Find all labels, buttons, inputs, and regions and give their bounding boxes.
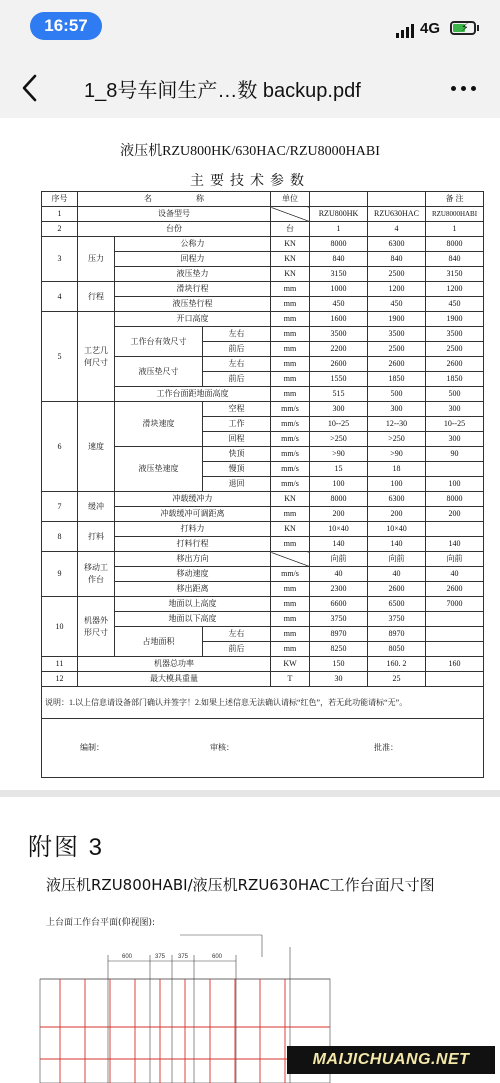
table-cell: mm/s [271,462,310,477]
table-cell: 前后 [203,372,271,387]
figure-title: 液压机RZU800HABI/液压机RZU630HAC工作台面尺寸图 [46,876,435,894]
table-cell: 机器总功率 [78,657,271,672]
more-options-icon[interactable] [450,78,478,98]
table-row [42,282,484,297]
table-cell: 6600 [310,597,368,612]
table-row [42,222,484,237]
table-cell: 100 [310,477,368,492]
table-cell: 2 [42,222,78,237]
table-cell: 6300 [368,492,426,507]
table-cell: 1 [426,222,484,237]
table-cell: 1850 [368,372,426,387]
spec-doc-subtitle: 主要技术参数 [190,174,310,189]
table-row [42,312,484,327]
table-cell: 11 [42,657,78,672]
table-cell [426,612,484,627]
table-cell: 2500 [368,342,426,357]
table-cell: 10×40 [368,522,426,537]
table-cell: 滑块行程 [115,282,271,297]
figure-label: 附图 3 [28,834,105,861]
table-cell: 机器外形尺寸 [78,597,115,657]
table-cell: 行程 [78,282,115,312]
table-cell: 300 [426,432,484,447]
table-cell: 7 [42,492,78,522]
table-cell: 200 [310,507,368,522]
table-cell: 移动工作台 [78,552,115,597]
table-cell: 1550 [310,372,368,387]
table-cell: 左右 [203,357,271,372]
table-cell: mm [271,507,310,522]
table-cell: 左右 [203,327,271,342]
table-cell: 冲载缓冲力 [115,492,271,507]
table-cell: 液压垫速度 [115,447,203,492]
table-cell: mm [271,582,310,597]
table-cell: 空程 [203,402,271,417]
table-cell: 90 [426,447,484,462]
table-cell: 前后 [203,342,271,357]
battery-icon: ⚡ [450,21,476,35]
table-cell: 1200 [426,282,484,297]
table-cell: 450 [426,297,484,312]
table-cell: mm/s [271,477,310,492]
table-cell: 工艺几何尺寸 [78,312,115,402]
table-cell: 840 [368,252,426,267]
table-cell: mm [271,612,310,627]
table-cell: 300 [426,402,484,417]
table-cell: mm [271,312,310,327]
table-cell: 8050 [368,642,426,657]
table-row [42,237,484,252]
header-cell: 名 称 [78,192,271,207]
table-cell: mm/s [271,432,310,447]
table-cell: 500 [426,387,484,402]
table-cell: 160 [426,657,484,672]
table-cell: 2600 [368,582,426,597]
table-cell: 40 [426,567,484,582]
table-cell: KN [271,252,310,267]
table-cell: 6500 [368,597,426,612]
table-cell [426,642,484,657]
table-cell: KN [271,267,310,282]
table-cell: 工作台有效尺寸 [115,327,203,357]
table-cell: 快顶 [203,447,271,462]
header-cell [310,192,368,207]
table-cell: mm/s [271,447,310,462]
table-cell: 515 [310,387,368,402]
table-cell [426,672,484,687]
table-cell: 8 [42,522,78,552]
table-cell: 2600 [310,357,368,372]
table-row [42,207,484,222]
table-cell: 8250 [310,642,368,657]
table-cell: 1000 [310,282,368,297]
table-cell: 8000 [310,492,368,507]
table-cell: 160. 2 [368,657,426,672]
signal-icon [396,24,416,38]
pdf-page-2[interactable] [0,797,500,1083]
table-cell: 液压垫力 [115,267,271,282]
table-cell: 10--25 [310,417,368,432]
table-cell: 回程力 [115,252,271,267]
header-cell: 序号 [42,192,78,207]
table-cell: 滑块速度 [115,402,203,447]
table-cell: 前后 [203,642,271,657]
table-cell: >90 [310,447,368,462]
table-cell: mm/s [271,402,310,417]
battery-tip [477,25,479,31]
table-row [42,657,484,672]
table-cell: 5 [42,312,78,402]
table-cell: mm [271,297,310,312]
table-cell: 3 [42,237,78,282]
table-cell: 840 [310,252,368,267]
table-cell: 1 [42,207,78,222]
table-cell: 6 [42,402,78,492]
table-row [42,522,484,537]
table-cell: RZU630HAC [368,207,426,222]
sign-approve: 批准： [374,743,398,752]
table-cell: 1 [310,222,368,237]
table-row [42,402,484,417]
table-cell: RZU8000HABI [426,207,484,222]
table-cell: 7000 [426,597,484,612]
nav-bar [0,58,500,119]
table-cell: 200 [368,507,426,522]
table-cell: KN [271,492,310,507]
table-cell: 8000 [426,492,484,507]
table-cell: 台 [271,222,310,237]
table-cell: >250 [310,432,368,447]
table-cell: RZU800HK [310,207,368,222]
document-title: 1_8号车间生产…数 backup.pdf [84,80,361,102]
table-cell: KW [271,657,310,672]
table-cell: 100 [368,477,426,492]
table-cell: 速度 [78,402,115,492]
table-cell: 地面以下高度 [115,612,271,627]
table-cell: 1600 [310,312,368,327]
table-cell: 100 [426,477,484,492]
table-cell [426,627,484,642]
table-cell: 40 [368,567,426,582]
table-cell [426,522,484,537]
table-cell: mm [271,372,310,387]
table-cell: 300 [368,402,426,417]
table-cell: 140 [426,537,484,552]
table-cell: 最大模具重量 [78,672,271,687]
table-cell: 10--25 [426,417,484,432]
table-cell: 500 [368,387,426,402]
table-cell: 移出方向 [115,552,271,567]
table-cell: 2500 [426,342,484,357]
table-cell: 3500 [426,327,484,342]
sign-review: 审核： [210,743,234,752]
table-cell: 向前 [368,552,426,567]
table-cell: 3750 [310,612,368,627]
table-cell: 向前 [310,552,368,567]
spec-note: 说明：1.以上信息请设备部门确认并签字！2.如果上述信息无法确认请标“红色”，若无此功能请标“无”。 [42,687,484,719]
table-cell: 打料 [78,522,115,552]
table-cell: 向前 [426,552,484,567]
dim-label-3: 375 [178,954,189,960]
table-cell: 回程 [203,432,271,447]
table-row [42,597,484,612]
table-cell [271,207,310,222]
table-cell: 公称力 [115,237,271,252]
table-cell: 150 [310,657,368,672]
back-arrow-icon[interactable] [16,70,46,106]
table-cell: mm/s [271,567,310,582]
table-cell: >90 [368,447,426,462]
header-cell: 单位 [271,192,310,207]
table-cell: 移动速度 [115,567,271,582]
table-cell: 12--30 [368,417,426,432]
table-cell: 1200 [368,282,426,297]
table-cell: mm [271,387,310,402]
table-cell: 450 [368,297,426,312]
table-cell: 1850 [426,372,484,387]
table-cell [271,552,310,567]
table-cell: 12 [42,672,78,687]
table-cell: 300 [310,402,368,417]
watermark-logo: MAIJICHUANG.NET [287,1046,495,1074]
table-cell: 缓冲 [78,492,115,522]
table-cell: 地面以上高度 [115,597,271,612]
spec-table [41,191,484,778]
table-cell: >250 [368,432,426,447]
table-cell: 25 [368,672,426,687]
table-cell: 10×40 [310,522,368,537]
table-cell: 2600 [426,582,484,597]
table-cell: mm [271,357,310,372]
table-cell: mm [271,627,310,642]
header-cell [368,192,426,207]
table-cell: 1900 [368,312,426,327]
table-cell: 占地面积 [115,627,203,657]
table-cell: 3500 [310,327,368,342]
table-cell: 18 [368,462,426,477]
table-cell: mm [271,537,310,552]
table-cell: mm [271,282,310,297]
table-cell: 3150 [310,267,368,282]
table-cell: KN [271,522,310,537]
table-cell: 2600 [426,357,484,372]
table-cell: 8000 [426,237,484,252]
table-cell: mm [271,597,310,612]
table-cell: 工作 [203,417,271,432]
sign-row [42,719,484,778]
table-cell: 140 [310,537,368,552]
table-cell: 450 [310,297,368,312]
header-cell: 备 注 [426,192,484,207]
table-cell: 开口高度 [115,312,271,327]
table-cell: 台份 [78,222,271,237]
table-row [42,672,484,687]
table-cell: 设备型号 [78,207,271,222]
table-cell: 840 [426,252,484,267]
table-cell: 打料力 [115,522,271,537]
table-cell: 压力 [78,237,115,282]
table-cell: mm [271,327,310,342]
table-cell: 8000 [310,237,368,252]
table-cell: 左右 [203,627,271,642]
dim-label-1: 600 [122,954,133,960]
table-cell: 10 [42,597,78,657]
table-cell: 30 [310,672,368,687]
table-cell: 200 [426,507,484,522]
status-time: 16:57 [30,12,102,40]
note-row [42,687,484,719]
table-cell: 3150 [426,267,484,282]
table-cell: 8970 [310,627,368,642]
table-cell: 40 [310,567,368,582]
dim-label-4: 600 [212,954,223,960]
table-cell: 140 [368,537,426,552]
network-type: 4G [420,20,441,37]
table-cell: 2500 [368,267,426,282]
table-cell: 2600 [368,357,426,372]
table-cell: 冲载缓冲可调距离 [115,507,271,522]
table-cell: 15 [310,462,368,477]
table-row [42,552,484,567]
status-bar [0,0,500,58]
table-cell: 2200 [310,342,368,357]
sign-prepare: 编制： [80,743,104,752]
table-cell [42,719,484,778]
table-cell: 2300 [310,582,368,597]
table-cell: 液压垫行程 [115,297,271,312]
table-cell: KN [271,237,310,252]
table-cell: 打料行程 [115,537,271,552]
table-cell: 4 [368,222,426,237]
table-cell: T [271,672,310,687]
table-cell: 慢顶 [203,462,271,477]
table-cell: 工作台面距地面高度 [115,387,271,402]
table-cell [426,462,484,477]
table-cell: 液压垫尺寸 [115,357,203,387]
table-cell: mm [271,642,310,657]
table-cell: 6300 [368,237,426,252]
table-cell: mm/s [271,417,310,432]
pdf-page-1[interactable] [0,118,500,790]
table-row [42,492,484,507]
table-cell: 1900 [426,312,484,327]
figure-caption: 上台面工作台平面(仰视图): [46,918,156,928]
table-cell: 8970 [368,627,426,642]
table-cell: 9 [42,552,78,597]
dim-label-2: 375 [155,954,166,960]
table-header-row [42,192,484,207]
table-cell: 3750 [368,612,426,627]
table-cell: 4 [42,282,78,312]
spec-doc-title: 液压机RZU800HK/630HAC/RZU8000HABI [120,144,380,159]
table-cell: 3500 [368,327,426,342]
table-cell: mm [271,342,310,357]
table-cell: 退回 [203,477,271,492]
table-cell: 移出距离 [115,582,271,597]
